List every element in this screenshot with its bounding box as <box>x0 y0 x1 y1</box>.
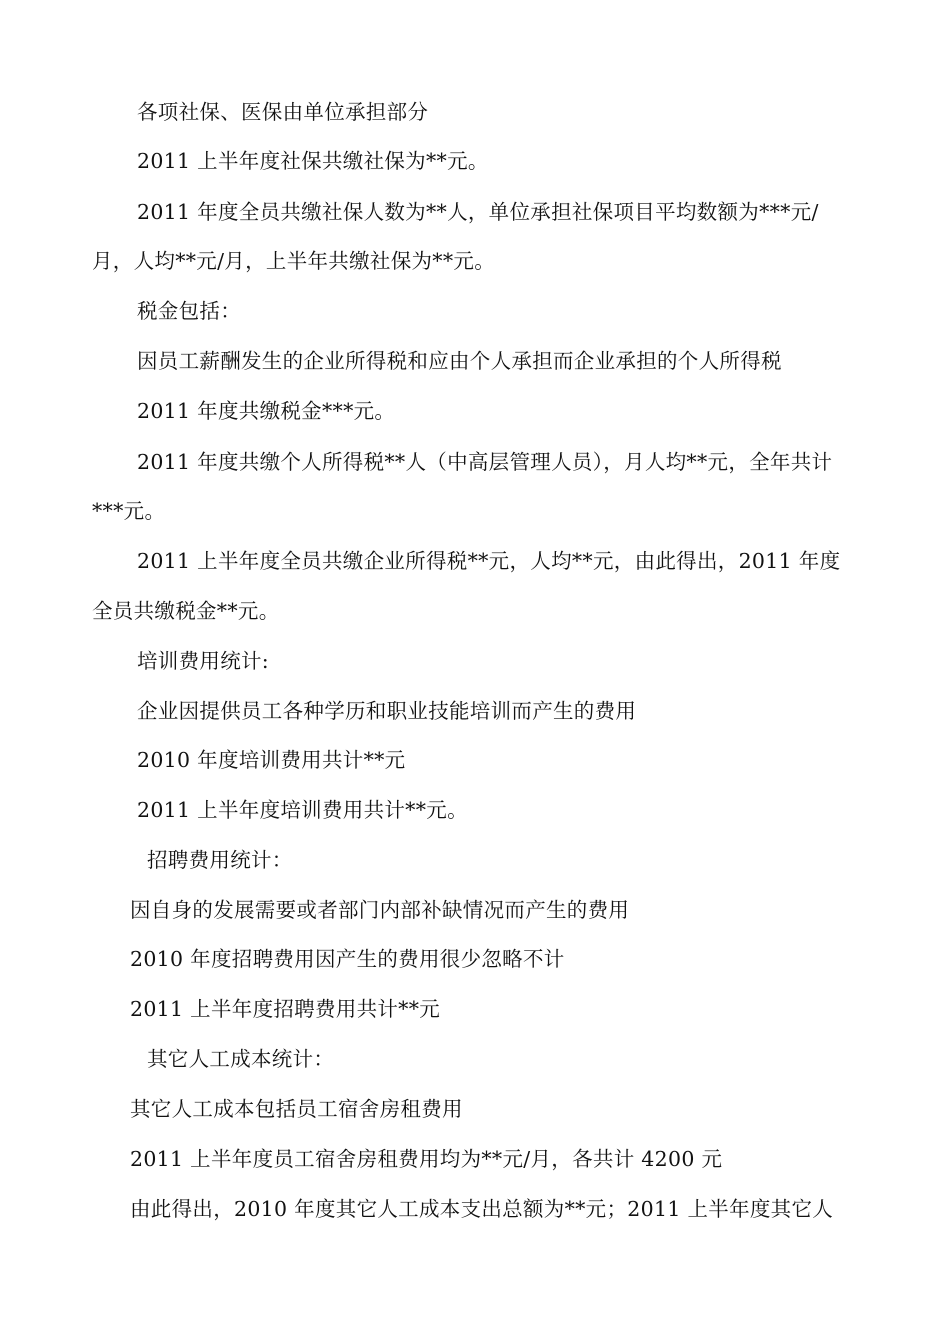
paragraph-other-costs-conclusion: 由此得出，2010 年度其它人工成本支出总额为**元；2011 上半年度其它人 <box>130 1197 834 1221</box>
paragraph-personal-income-tax-line1: 2011 年度共缴个人所得税**人（中高层管理人员），月人均**元，全年共计 <box>137 450 833 474</box>
paragraph-personal-income-tax-line2: ***元。 <box>92 499 166 523</box>
paragraph-training-2011-h1: 2011 上半年度培训费用共计**元。 <box>137 798 468 822</box>
paragraph-social-insurance-2011-line1: 2011 年度全员共缴社保人数为**人，单位承担社保项目平均数额为***元/ <box>137 200 819 224</box>
heading-other-labor-costs: 其它人工成本统计： <box>147 1047 335 1071</box>
paragraph-corporate-tax-line1: 2011 上半年度全员共缴企业所得税**元，人均**元，由此得出，2011 年度 <box>137 549 841 573</box>
paragraph-recruitment-description: 因自身的发展需要或者部门内部补缺情况而产生的费用 <box>130 898 630 922</box>
paragraph-corporate-tax-line2: 全员共缴税金**元。 <box>92 599 280 623</box>
heading-taxes: 税金包括： <box>137 299 241 323</box>
paragraph-dormitory-rent-2011-h1: 2011 上半年度员工宿舍房租费用均为**元/月，各共计 4200 元 <box>130 1147 723 1171</box>
paragraph-other-costs-description: 其它人工成本包括员工宿舍房租费用 <box>130 1097 463 1121</box>
heading-recruitment-costs: 招聘费用统计： <box>147 848 293 872</box>
paragraph-taxes-2011-total: 2011 年度共缴税金***元。 <box>137 399 396 423</box>
paragraph-social-insurance-2011-line2: 月，人均**元/月，上半年共缴社保为**元。 <box>92 249 496 273</box>
paragraph-taxes-description: 因员工薪酬发生的企业所得税和应由个人承担而企业承担的个人所得税 <box>137 349 782 373</box>
heading-training-costs: 培训费用统计: <box>137 649 270 673</box>
paragraph-recruitment-2010: 2010 年度招聘费用因产生的费用很少忽略不计 <box>130 947 565 971</box>
paragraph-recruitment-2011-h1: 2011 上半年度招聘费用共计**元 <box>130 997 441 1021</box>
paragraph-training-description: 企业因提供员工各种学历和职业技能培训而产生的费用 <box>137 699 637 723</box>
paragraph-social-insurance-h1-2011: 2011 上半年度社保共缴社保为**元。 <box>137 149 489 173</box>
paragraph-training-2010: 2010 年度培训费用共计**元 <box>137 748 406 772</box>
paragraph-social-insurance-intro: 各项社保、医保由单位承担部分 <box>137 100 429 124</box>
